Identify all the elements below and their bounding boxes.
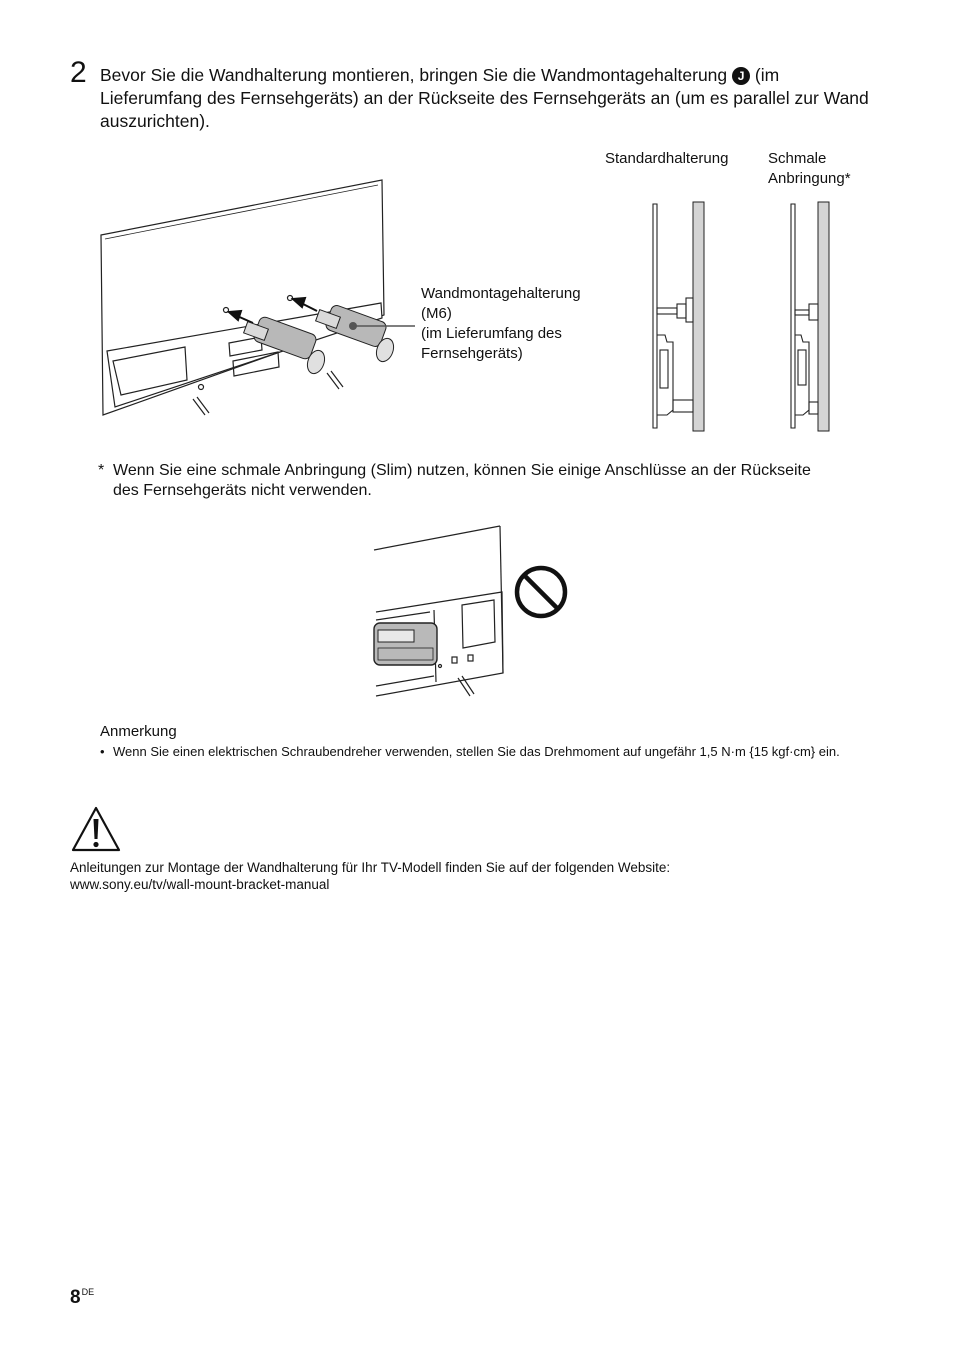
slim-mount-side-view: [783, 200, 843, 432]
standard-mount-side-view: [645, 200, 715, 432]
step-number: 2: [70, 56, 87, 89]
note-text: Wenn Sie einen elektrischen Schraubendreher verwenden, stellen Sie das Drehmoment auf ungefähr 1,5 N·m {15 kgf·cm} ein.: [113, 744, 840, 759]
page-language-code: DE: [81, 1287, 95, 1297]
page-number-value: 8: [70, 1287, 81, 1308]
standard-mount-label: Standardhalterung: [605, 150, 729, 167]
callout-line-4: Fernsehgeräts): [421, 345, 523, 362]
footnote-marker: *: [98, 462, 105, 479]
note-bullet: •: [100, 744, 105, 759]
note-title: Anmerkung: [100, 723, 177, 740]
warning-triangle-icon: [70, 805, 122, 853]
footnote-text: Wenn Sie eine schmale Anbringung (Slim) nutzen, können Sie einige Anschlüsse an der Rückseite des Fernsehgeräts nicht verwenden.: [113, 462, 811, 499]
page-number: [70, 1281, 94, 1309]
callout-line-3: (im Lieferumfang des: [421, 325, 562, 342]
part-j-badge: J: [732, 67, 750, 85]
prohibited-icon: [513, 564, 569, 620]
callout-line-2: (M6): [421, 305, 452, 322]
bracket-callout: [421, 284, 581, 364]
slim-mount-label: [768, 149, 851, 189]
mount-instructions-info: [70, 859, 870, 893]
tv-ports-illustration: [370, 520, 510, 705]
instructions-url: www.sony.eu/tv/wall-mount-bracket-manual: [70, 877, 330, 892]
slim-label-line-1: Schmale: [768, 150, 827, 167]
callout-line-1: Wandmontagehalterung: [421, 285, 581, 302]
step-text-before: Bevor Sie die Wandhalterung montieren, bringen Sie die Wandmontagehalterung: [100, 65, 728, 85]
tv-rear-illustration: [95, 175, 395, 425]
instructions-text: Anleitungen zur Montage der Wandhalterung für Ihr TV-Modell finden Sie auf der folgenden Website:: [70, 860, 671, 875]
slim-label-line-2: Anbringung*: [768, 170, 851, 187]
step-text-after: (im Lieferumfang des Fernsehgeräts) an der Rückseite des Fernsehgeräts an (um es parallel zur Wand auszurichten).: [100, 65, 869, 131]
step-instruction: [100, 64, 870, 133]
